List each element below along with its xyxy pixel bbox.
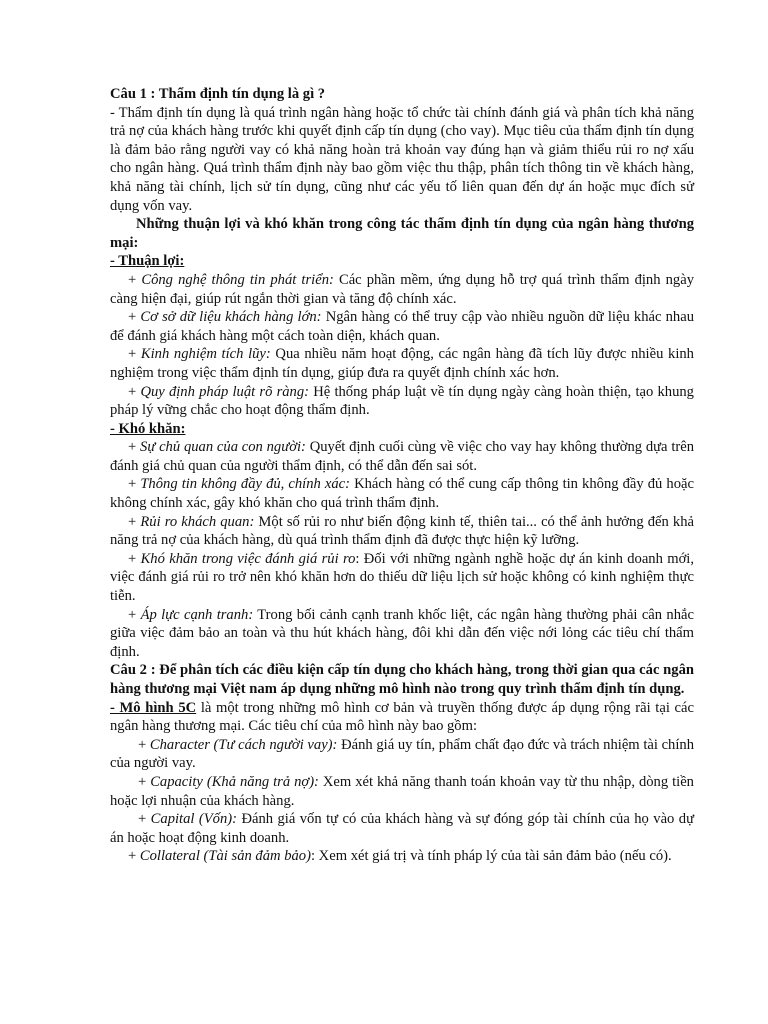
advantage-item: + Quy định pháp luật rõ ràng: Hệ thống pháp luật về tín dụng ngày càng hoàn thiện, tạo khung pháp lý vững chắc cho hoạt động thẩm định. — [110, 383, 694, 419]
criterion-item: + Capital (Vốn): Đánh giá vốn tự có của khách hàng và sự đóng góp tài chính của họ vào dự án hoặc hoạt động kinh doanh. — [110, 811, 694, 846]
difficulty-item: + Thông tin không đầy đủ, chính xác: Khách hàng có thể cung cấp thông tin không đầy đủ hoặc không chính xác, gây khó khăn cho quá trình thẩm định. — [110, 476, 694, 512]
document-page — [110, 85, 694, 866]
criterion-item: + Collateral (Tài sản đảm bảo): Xem xét giá trị và tính pháp lý của tài sản đảm bảo (nếu có). — [128, 848, 672, 865]
difficulty-item: + Sự chủ quan của con người: Quyết định cuối cùng về việc cho vay hay không thường dựa trên đánh giá chủ quan của người thẩm định, có thể dẫn đến sai sót. — [110, 439, 695, 474]
advantage-item: + Cơ sở dữ liệu khách hàng lớn: Ngân hàng có thể truy cập vào nhiều nguồn dữ liệu khác nhau để đánh giá khách hàng một cách toàn diện, khách quan. — [110, 309, 694, 344]
difficulty-item: + Khó khăn trong việc đánh giá rủi ro: Đối với những ngành nghề hoặc dự án kinh doanh mới, việc đánh giá rủi ro trở nên khó khăn hơn do thiếu dữ liệu lịch sử hoặc không có kinh nghiệm thực tiễn. — [110, 550, 694, 605]
question-1-title: Câu 1 : Thẩm định tín dụng là gì ? — [110, 86, 326, 102]
criterion-item: + Character (Tư cách người vay): Đánh giá uy tín, phẩm chất đạo đức và trách nhiệm tài chính của người vay. — [110, 736, 694, 772]
difficulty-item: + Rủi ro khách quan: Một số rủi ro như biến động kinh tế, thiên tai... có thể ảnh hưởng đến khả năng trả nợ của khách hàng, dù quá trình thẩm định đã được thực hiện kỹ lưỡng. — [110, 513, 694, 549]
difficulties-heading: - Khó khăn: — [110, 420, 186, 437]
question-1-body: - Thẩm định tín dụng là quá trình ngân hàng hoặc tổ chức tài chính đánh giá và phân tích khả năng trả nợ của khách hàng trước khi quyết định cấp tín dụng (cho vay). Mục tiêu của thẩm định tín dụng là đảm bảo rằng người vay có khả năng hoàn trả khoản vay đúng hạn và giảm thiểu rủi ro nợ xấu cho ngân hàng. Quá trình thẩm định này bao gồm việc thu thập, phân tích thông tin về khách hàng, khả năng tài chính, lịch sử tín dụng, cũng như các yếu tố liên quan đến dự án hoặc mục đích sử dụng vốn vay. — [110, 104, 694, 214]
pros-cons-heading: Những thuận lợi và khó khăn trong công tác thẩm định tín dụng của ngân hàng thương mại: — [110, 216, 694, 251]
advantage-item: + Kinh nghiệm tích lũy: Qua nhiều năm hoạt động, các ngân hàng đã tích lũy được nhiều kinh nghiệm trong việc thẩm định tín dụng, giúp đưa ra quyết định chính xác hơn. — [110, 346, 694, 381]
question-2-title: Câu 2 : Để phân tích các điều kiện cấp tín dụng cho khách hàng, trong thời gian qua các ngân hàng thương mại Việt nam áp dụng những mô hình nào trong quy trình thẩm định tín dụng. — [110, 662, 694, 697]
criterion-item: + Capacity (Khả năng trả nợ): Xem xét khả năng thanh toán khoản vay từ thu nhập, dòng tiền hoặc lợi nhuận của khách hàng. — [110, 773, 694, 809]
advantages-heading: - Thuận lợi: — [110, 253, 185, 270]
difficulty-item: + Áp lực cạnh tranh: Trong bối cảnh cạnh tranh khốc liệt, các ngân hàng thường phải cân nhắc giữa việc đảm bảo an toàn và thu hút khách hàng, đôi khi dẫn đến việc nới lỏng các tiêu chí thẩm định. — [110, 606, 694, 660]
advantage-item: + Công nghệ thông tin phát triển: Các phần mềm, ứng dụng hỗ trợ quá trình thẩm định ngày càng hiện đại, giúp rút ngắn thời gian và tăng độ chính xác. — [110, 271, 694, 307]
model-5c-intro: - Mô hình 5C là một trong những mô hình cơ bản và truyền thống được áp dụng rộng rãi tại các ngân hàng thương mại. Các tiêu chí của mô hình này bao gồm: — [110, 699, 694, 735]
